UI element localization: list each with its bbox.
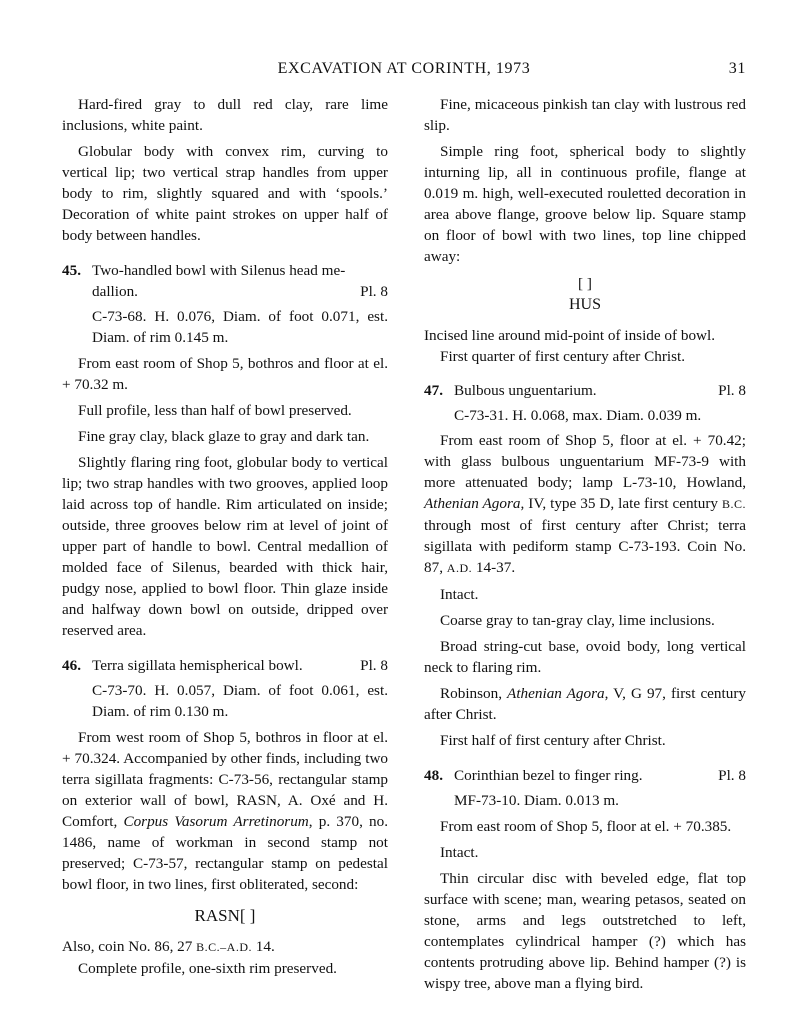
catalogue-entry-45 bbox=[62, 260, 388, 641]
catalogue-entry-46 bbox=[62, 655, 388, 979]
entry-number: 47. bbox=[424, 382, 443, 399]
era-abbreviation: B.C. bbox=[722, 497, 747, 511]
era-abbreviation: B.C.–A.D. bbox=[196, 940, 252, 954]
entry-title bbox=[454, 380, 746, 401]
preservation: Complete profile, one-sixth rim preserved. bbox=[78, 960, 337, 977]
fabric: Fine gray clay, black glaze to gray and dark tan. bbox=[78, 428, 370, 445]
inventory-reference: C-73-68. H. 0.076, Diam. of foot 0.071, est. Diam. of rim 0.145 m. bbox=[92, 308, 388, 346]
page-number: 31 bbox=[728, 60, 746, 77]
findspot-text: From west room of Shop 5, bothros in floor at el. + 70.324. Accompanied by other finds, including two terra sigillata fragments: C-73-56, rectangular stamp on exterior wall of bowl, RASN, A. Oxé and H. Comfort, bbox=[62, 729, 388, 830]
description: Slightly flaring ring foot, globular body to vertical lip; two strap handles with two grooves, applied loop laid across top of handle. Rim articulated on inside; outside, three grooves below rim at level of joint of upper part of handle to bowl. Central medallion of molded face of Silenus, bearded with thick hair, pudgy nose, applied to bowl floor. Thin glaze inside and halfway down bowl on outside, dripped over reserved area. bbox=[62, 454, 388, 639]
findspot bbox=[62, 727, 388, 895]
entry-number: 48. bbox=[424, 767, 443, 784]
bibliography-text: , V, G 97, first century after Christ. bbox=[424, 685, 746, 723]
plate-reference: Pl. 8 bbox=[360, 283, 388, 300]
findspot-text: From east room of Shop 5, floor at el. + 70.42; with glass bulbous unguentarium MF-73-9 with more attenuated body; lamp L-73-10, Howland, bbox=[424, 432, 746, 491]
running-header bbox=[62, 58, 746, 80]
entry-title-text: Corinthian bezel to finger ring. bbox=[454, 767, 643, 784]
description-46: Simple ring foot, spherical body to slightly inturning lip, all in continuous profile, flange at 0.019 m. high, well-executed rouletted decoration in area above flange, groove below lip. Square stamp on floor of bowl with two lines, top line chipped away: bbox=[424, 143, 746, 265]
paragraph-description-44: Globular body with convex rim, curving to vertical lip; two vertical strap handles from upper body to rim, slightly squared and with ‘spools.’ Decoration of white paint strokes on upper half of body between handles. bbox=[62, 143, 388, 244]
findspot-text-b: , IV, type 35 D, late first century bbox=[520, 495, 722, 512]
findspot: From east room of Shop 5, floor at el. + 70.385. bbox=[440, 818, 732, 835]
entry-title-text: Bulbous unguentarium. bbox=[454, 382, 597, 399]
bibliography-author: Robinson, bbox=[440, 685, 508, 702]
plate-reference: Pl. 8 bbox=[718, 382, 746, 399]
inventory-reference: C-73-31. H. 0.068, max. Diam. 0.039 m. bbox=[454, 407, 702, 424]
entry-title bbox=[92, 655, 388, 676]
incised-line-note: Incised line around mid-point of inside of bowl. bbox=[424, 327, 716, 344]
stamp-transcription: RASN[ ] bbox=[194, 906, 256, 925]
preservation: Full profile, less than half of bowl preserved. bbox=[78, 402, 352, 419]
date-46: First quarter of first century after Christ. bbox=[440, 348, 686, 365]
plate-reference: Pl. 8 bbox=[360, 657, 388, 674]
plate-reference: Pl. 8 bbox=[718, 767, 746, 784]
citation-title: Athenian Agora bbox=[507, 685, 605, 702]
catalogue-entry-47 bbox=[424, 380, 746, 751]
catalogue-entry-48 bbox=[424, 765, 746, 994]
paragraph-fabric-44: Hard-fired gray to dull red clay, rare lime inclusions, white paint. bbox=[62, 96, 388, 134]
fabric-46: Fine, micaceous pinkish tan clay with lustrous red slip. bbox=[424, 96, 746, 134]
inventory-reference: C-73-70. H. 0.057, Diam. of foot 0.061, est. Diam. of rim 0.130 m. bbox=[92, 682, 388, 720]
stamp-line-1: [ ] bbox=[578, 275, 592, 292]
fabric: Coarse gray to tan-gray clay, lime inclusions. bbox=[440, 612, 715, 629]
entry-title-text: Terra sigillata hemispherical bowl. bbox=[92, 657, 303, 674]
entry-number: 46. bbox=[62, 657, 81, 674]
citation-title: Athenian Agora bbox=[424, 495, 521, 512]
citation-title: Corpus Vasorum Arretinorum bbox=[123, 813, 309, 830]
coin-text: Also, coin No. 86, 27 bbox=[62, 938, 197, 955]
findspot-text-d: 14-37. bbox=[472, 559, 516, 576]
stamp-line-2: HUS bbox=[568, 296, 601, 313]
entry-title bbox=[454, 765, 746, 786]
coin-reference bbox=[62, 936, 388, 958]
description: Broad string-cut base, ovoid body, long vertical neck to flaring rim. bbox=[424, 638, 746, 676]
findspot-text-c: through most of first century after Christ; terra sigillata with pediform stamp C-73-193. Coin No. 87, bbox=[424, 517, 746, 576]
entry-title-continued: dallion. bbox=[92, 283, 138, 300]
findspot: From east room of Shop 5, bothros and floor at el. + 70.32 m. bbox=[62, 355, 388, 393]
era-abbreviation: A.D. bbox=[446, 561, 473, 575]
inventory-reference: MF-73-10. Diam. 0.013 m. bbox=[454, 792, 619, 809]
preservation: Intact. bbox=[440, 844, 479, 861]
bibliography bbox=[424, 683, 746, 725]
coin-text-end: 14. bbox=[252, 938, 275, 955]
right-column bbox=[424, 94, 746, 994]
description: Thin circular disc with beveled edge, flat top surface with scene; man, wearing petasos, seated on stone, arms and legs outstretched to left, contemplates cylindrical hamper (?) which has contents protruding above lip. Behind hamper (?) is wispy tree, above man a flying bird. bbox=[424, 870, 746, 992]
findspot-text-continued: , p. 370, no. 1486, name of workman in second stamp not preserved; C-73-57, rectangular stamp on pedestal bowl floor, in two lines, first obliterated, second: bbox=[62, 813, 389, 893]
preservation: Intact. bbox=[440, 586, 479, 603]
entry-title: Two-handled bowl with Silenus head me- bbox=[92, 262, 346, 279]
left-column bbox=[62, 94, 388, 979]
date: First half of first century after Christ. bbox=[440, 732, 666, 749]
findspot bbox=[424, 430, 746, 579]
running-title: EXCAVATION AT CORINTH, 1973 bbox=[277, 60, 531, 77]
entry-number: 45. bbox=[62, 262, 81, 279]
